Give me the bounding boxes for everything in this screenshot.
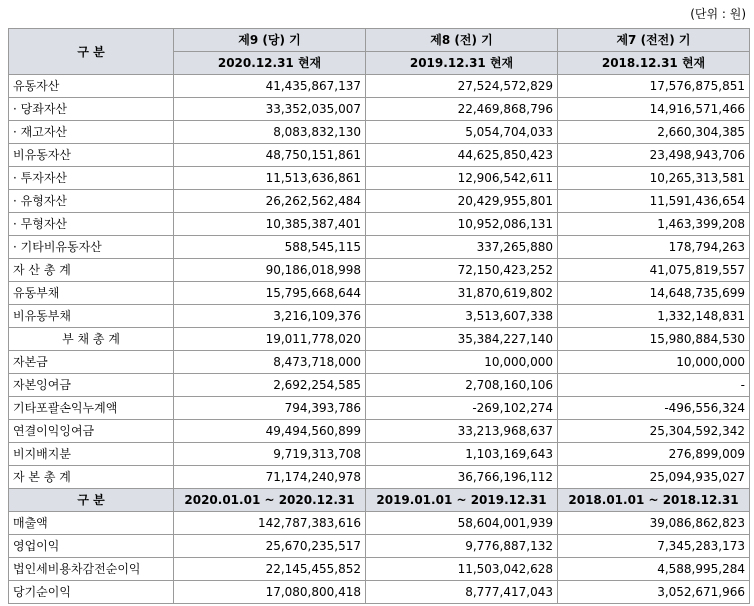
header-date-prior: 2019.12.31 현재 <box>366 52 558 75</box>
row-value: 22,145,455,852 <box>174 558 366 581</box>
header-period-prior2: 제7 (전전) 기 <box>558 29 750 52</box>
row-label: 자 산 총 계 <box>9 259 174 282</box>
header-period-prior: 제8 (전) 기 <box>366 29 558 52</box>
row-value: 8,777,417,043 <box>366 581 558 604</box>
table-row <box>9 535 750 558</box>
header-date-current: 2020.12.31 현재 <box>174 52 366 75</box>
table-row <box>9 121 750 144</box>
income-header-body <box>9 489 750 512</box>
row-value: 33,352,035,007 <box>174 98 366 121</box>
table-row <box>9 397 750 420</box>
income-header-period-prior2: 2018.01.01 ~ 2018.12.31 <box>558 489 750 512</box>
row-value: 49,494,560,899 <box>174 420 366 443</box>
row-value: 337,265,880 <box>366 236 558 259</box>
row-label: 자 본 총 계 <box>9 466 174 489</box>
row-label: 연결이익잉여금 <box>9 420 174 443</box>
header-period-current: 제9 (당) 기 <box>174 29 366 52</box>
row-value: 15,980,884,530 <box>558 328 750 351</box>
row-value: 4,588,995,284 <box>558 558 750 581</box>
row-value: 14,916,571,466 <box>558 98 750 121</box>
row-value: 10,265,313,581 <box>558 167 750 190</box>
header-period-row <box>9 29 750 52</box>
row-value: 2,660,304,385 <box>558 121 750 144</box>
row-label: · 당좌자산 <box>9 98 174 121</box>
row-value: 15,795,668,644 <box>174 282 366 305</box>
row-value: 25,094,935,027 <box>558 466 750 489</box>
row-value: 20,429,955,801 <box>366 190 558 213</box>
row-value: 39,086,862,823 <box>558 512 750 535</box>
table-row <box>9 144 750 167</box>
table-row <box>9 305 750 328</box>
row-value: - <box>558 374 750 397</box>
row-value: 178,794,263 <box>558 236 750 259</box>
row-value: 8,083,832,130 <box>174 121 366 144</box>
row-value: 41,435,867,137 <box>174 75 366 98</box>
table-row <box>9 558 750 581</box>
row-value: 1,463,399,208 <box>558 213 750 236</box>
row-value: 2,692,254,585 <box>174 374 366 397</box>
row-value: 25,670,235,517 <box>174 535 366 558</box>
row-value: 10,385,387,401 <box>174 213 366 236</box>
row-value: 17,080,800,418 <box>174 581 366 604</box>
row-value: 11,503,042,628 <box>366 558 558 581</box>
row-value: 10,000,000 <box>366 351 558 374</box>
row-label: 자본잉여금 <box>9 374 174 397</box>
row-value: 9,719,313,708 <box>174 443 366 466</box>
row-value: 35,384,227,140 <box>366 328 558 351</box>
row-label: · 기타비유동자산 <box>9 236 174 259</box>
row-label: · 재고자산 <box>9 121 174 144</box>
table-row <box>9 466 750 489</box>
row-label: · 유형자산 <box>9 190 174 213</box>
header-date-prior2: 2018.12.31 현재 <box>558 52 750 75</box>
row-value: 72,150,423,252 <box>366 259 558 282</box>
row-value: 31,870,619,802 <box>366 282 558 305</box>
row-label: 비유동부채 <box>9 305 174 328</box>
income-statement-body <box>9 512 750 604</box>
row-value: 11,513,636,861 <box>174 167 366 190</box>
row-label: 부 채 총 계 <box>9 328 174 351</box>
table-row <box>9 98 750 121</box>
row-value: 90,186,018,998 <box>174 259 366 282</box>
row-label: 유동부채 <box>9 282 174 305</box>
row-value: 36,766,196,112 <box>366 466 558 489</box>
table-row <box>9 213 750 236</box>
row-label: 영업이익 <box>9 535 174 558</box>
row-value: 2,708,160,106 <box>366 374 558 397</box>
row-value: 27,524,572,829 <box>366 75 558 98</box>
table-row <box>9 328 750 351</box>
income-header-category-label: 구 분 <box>9 489 174 512</box>
row-value: 17,576,875,851 <box>558 75 750 98</box>
row-value: 11,591,436,654 <box>558 190 750 213</box>
income-header-period-prior: 2019.01.01 ~ 2019.12.31 <box>366 489 558 512</box>
table-row <box>9 374 750 397</box>
row-value: 3,052,671,966 <box>558 581 750 604</box>
row-value: 33,213,968,637 <box>366 420 558 443</box>
row-value: -269,102,274 <box>366 397 558 420</box>
row-value: 41,075,819,557 <box>558 259 750 282</box>
row-value: 44,625,850,423 <box>366 144 558 167</box>
row-value: 794,393,786 <box>174 397 366 420</box>
row-value: 5,054,704,033 <box>366 121 558 144</box>
unit-note: (단위 : 원) <box>690 7 746 21</box>
row-value: 71,174,240,978 <box>174 466 366 489</box>
row-value: 10,000,000 <box>558 351 750 374</box>
row-label: 유동자산 <box>9 75 174 98</box>
row-value: 3,216,109,376 <box>174 305 366 328</box>
table-row <box>9 351 750 374</box>
row-label: · 투자자산 <box>9 167 174 190</box>
row-value: 12,906,542,611 <box>366 167 558 190</box>
row-label: 기타포괄손익누계액 <box>9 397 174 420</box>
header-category-label: 구 분 <box>9 29 174 75</box>
table-row <box>9 167 750 190</box>
row-label: · 무형자산 <box>9 213 174 236</box>
table-row <box>9 581 750 604</box>
table-row <box>9 512 750 535</box>
table-row <box>9 443 750 466</box>
row-value: 142,787,383,616 <box>174 512 366 535</box>
row-label: 법인세비용차감전순이익 <box>9 558 174 581</box>
row-value: 8,473,718,000 <box>174 351 366 374</box>
row-value: 14,648,735,699 <box>558 282 750 305</box>
row-value: 1,103,169,643 <box>366 443 558 466</box>
row-label: 자본금 <box>9 351 174 374</box>
row-label: 비유동자산 <box>9 144 174 167</box>
row-value: 22,469,868,796 <box>366 98 558 121</box>
row-label: 매출액 <box>9 512 174 535</box>
table-row <box>9 236 750 259</box>
row-value: 1,332,148,831 <box>558 305 750 328</box>
row-value: 26,262,562,484 <box>174 190 366 213</box>
table-row <box>9 420 750 443</box>
row-label: 비지배지분 <box>9 443 174 466</box>
row-value: 23,498,943,706 <box>558 144 750 167</box>
balance-sheet-body <box>9 75 750 489</box>
row-value: 25,304,592,342 <box>558 420 750 443</box>
row-label: 당기순이익 <box>9 581 174 604</box>
table-row <box>9 75 750 98</box>
financial-summary-table <box>8 28 750 604</box>
row-value: 10,952,086,131 <box>366 213 558 236</box>
row-value: 3,513,607,338 <box>366 305 558 328</box>
income-header-period-current: 2020.01.01 ~ 2020.12.31 <box>174 489 366 512</box>
row-value: -496,556,324 <box>558 397 750 420</box>
row-value: 7,345,283,173 <box>558 535 750 558</box>
table-row <box>9 190 750 213</box>
row-value: 9,776,887,132 <box>366 535 558 558</box>
row-value: 58,604,001,939 <box>366 512 558 535</box>
table-row <box>9 259 750 282</box>
row-value: 48,750,151,861 <box>174 144 366 167</box>
table-row <box>9 282 750 305</box>
row-value: 19,011,778,020 <box>174 328 366 351</box>
income-header-row <box>9 489 750 512</box>
row-value: 276,899,009 <box>558 443 750 466</box>
row-value: 588,545,115 <box>174 236 366 259</box>
